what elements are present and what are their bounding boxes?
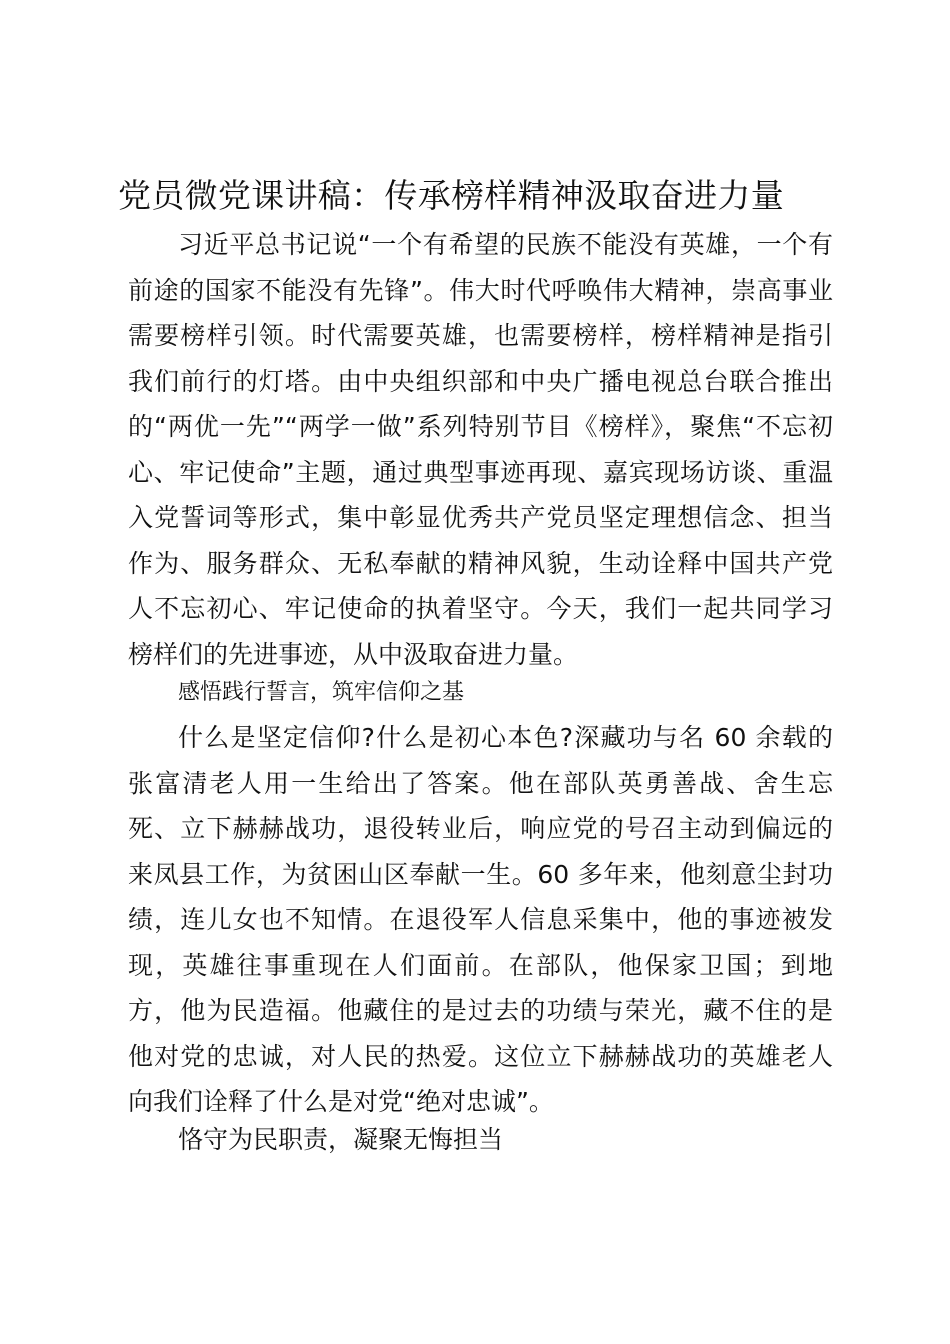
text-line: 什么是坚定信仰?什么是初心本色?深藏功与名 60 余载的 [178, 723, 833, 752]
intro-paragraph [128, 222, 833, 677]
text-line: 死、立下赫赫战功，退役转业后，响应党的号召主动到偏远的 [128, 814, 833, 843]
text-line: 作为、服务群众、无私奉献的精神风貌，生动诠释中国共产党 [128, 548, 833, 578]
text-line: 心、牢记使命”主题，通过典型事迹再现、嘉宾现场访谈、重温 [128, 457, 833, 487]
text-line: 人不忘初心、牢记使命的执着坚守。今天，我们一起共同学习 [128, 594, 833, 623]
section-heading-2: 恪守为民职责，凝聚无悔担当 [178, 1125, 504, 1154]
text-line: 入党誓词等形式，集中彰显优秀共产党员坚定理想信念、担当 [128, 503, 833, 532]
text-line: 榜样们的先进事迹，从中汲取奋进力量。 [128, 639, 579, 669]
text-line: 前途的国家不能没有先锋”。伟大时代呼唤伟大精神，崇高事业 [128, 275, 833, 305]
text-line: 我们前行的灯塔。由中央组织部和中央广播电视总台联合推出 [128, 366, 833, 396]
document-title: 党员微党课讲稿：传承榜样精神汲取奋进力量 [118, 176, 784, 215]
text-line: 张富清老人用一生给出了答案。他在部队英勇善战、舍生忘 [128, 768, 833, 798]
text-line: 来凤县工作，为贫困山区奉献一生。60 多年来，他刻意尘封功 [128, 859, 833, 889]
text-line: 绩，连儿女也不知情。在退役军人信息采集中，他的事迹被发 [128, 905, 833, 934]
section1-paragraph [128, 715, 833, 1125]
text-line: 需要榜样引领。时代需要英雄，也需要榜样，榜样精神是指引 [128, 321, 833, 350]
text-line: 方，他为民造福。他藏住的是过去的功绩与荣光，藏不住的是 [128, 996, 833, 1025]
text-line: 习近平总书记说“一个有希望的民族不能没有英雄，一个有 [178, 230, 833, 259]
text-line: 向我们诠释了什么是对党“绝对忠诚”。 [128, 1087, 554, 1116]
text-line: 他对党的忠诚，对人民的热爱。这位立下赫赫战功的英雄老人 [128, 1041, 833, 1071]
text-line: 的“两优一先”“两学一做”系列特别节目《榜样》，聚焦“不忘初 [128, 412, 833, 441]
section-heading-1: 感悟践行誓言，筑牢信仰之基 [178, 680, 465, 705]
text-line: 现，英雄往事重现在人们面前。在部队，他保家卫国；到地 [128, 950, 833, 980]
